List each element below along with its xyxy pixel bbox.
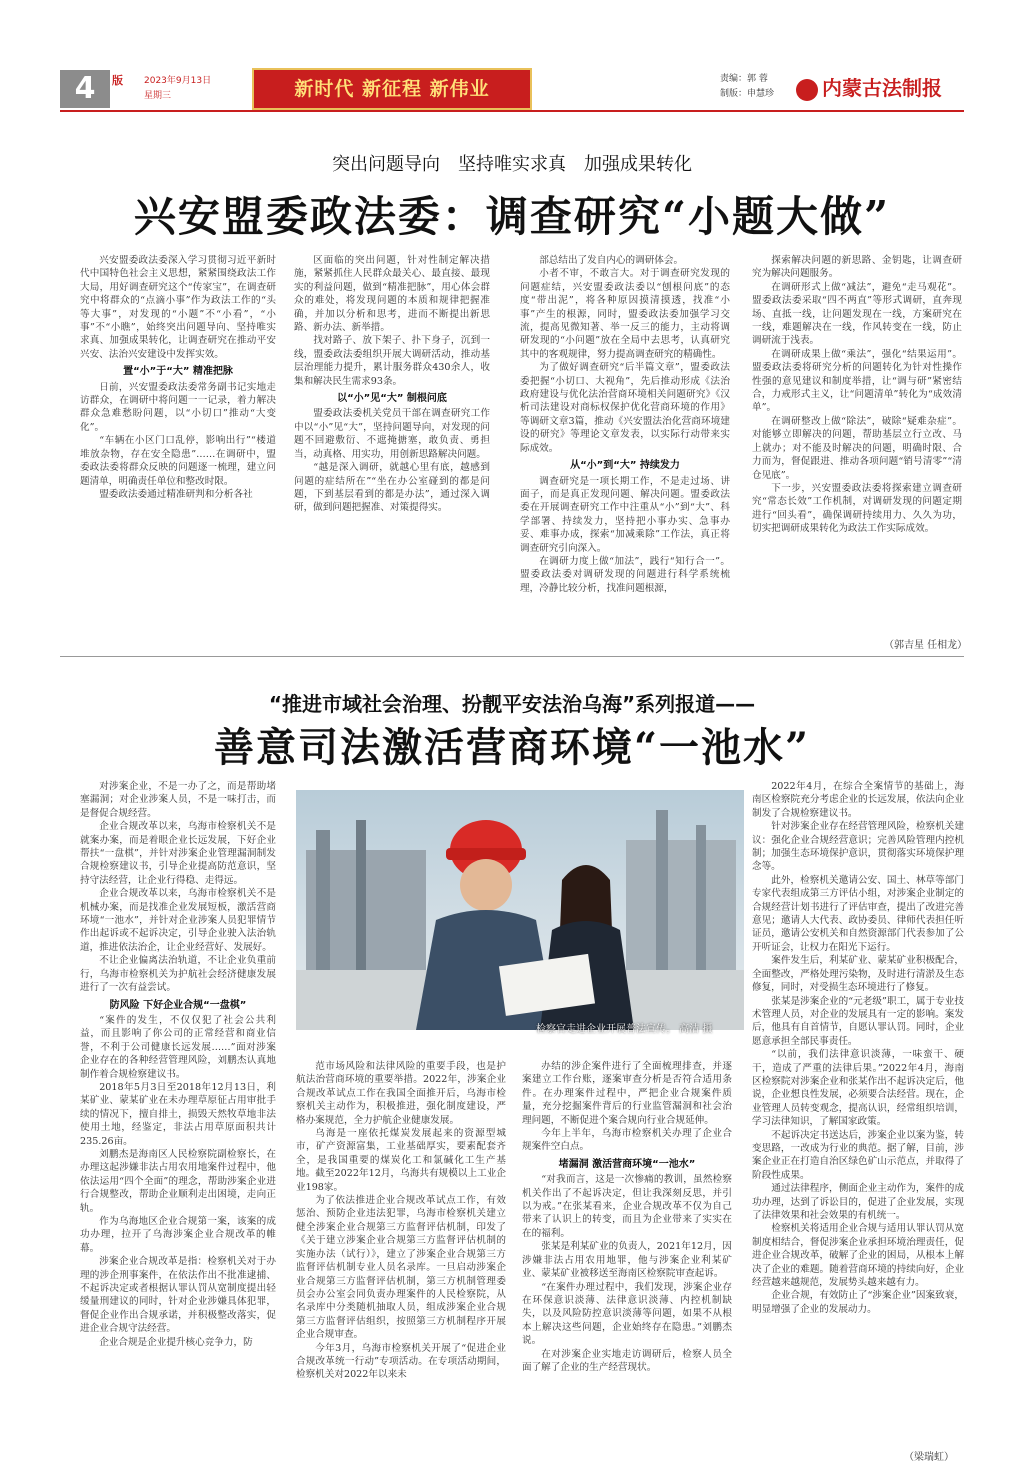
a2c3 bbox=[522, 1060, 732, 1154]
paragraph: 企业合规改革以来，乌海市检察机关不是就案办案，而是着眼企业长远发展，下好企业帮扶“一盘棋”，并针对涉案企业管理漏洞制发合规检察建议书，引导企业提高防范意识，坚持守法经营，让企业行得稳、走得远。 bbox=[80, 821, 276, 886]
issue-date: 2023年9月13日 bbox=[144, 76, 212, 86]
article2-byline: （梁瑞虹） bbox=[904, 1452, 954, 1463]
paragraph: 区面临的突出问题，针对性制定解决措施，紧紧抓住人民群众最关心、最直接、最现实的利益问题，做到“精准把脉”，用心体会群众的难处，将发现问题的本质和规律把握准确，并加以分析和思考，进而不断提出新思路、新办法、新举措。 bbox=[294, 255, 490, 334]
subhead: 置“小”于“大” 精准把脉 bbox=[123, 366, 233, 378]
a2c4 bbox=[752, 780, 964, 1316]
paragraph: “对我而言，这是一次惨痛的教训，虽然检察机关作出了不起诉决定，但让我深刻反思，并引以为戒。”在张某看来，企业合规改革不仅为自己带来了认识上的转变，而且为企业带来了实实在在的福利。 bbox=[522, 1174, 732, 1239]
paragraph: 张某是涉案企业的“元老级”职工，属于专业技术管理人员，对企业的发展具有一定的影响。案发后，他具有自首情节，自愿认罪认罚。同时，企业愿意承担全部民事责任。 bbox=[752, 995, 964, 1047]
paragraph: 找对路子、放下架子、扑下身子，沉到一线，盟委政法委组织开展大调研活动，推动基层治理能力提升，累计服务群众430余人，收集和解决民生需求93条。 bbox=[294, 335, 490, 387]
paragraph: 在调研形式上做“减法”，避免“走马观花”。盟委政法委采取“四不两直”等形式调研，直奔现场、直抵一线，让问题发现在一线，方案研究在一线，难题解决在一线，作风转变在一线，防止调研流于浅表。 bbox=[752, 281, 962, 347]
paragraph: 作为乌海地区企业合规第一案，该案的成功办理，拉开了乌海涉案企业合规改革的帷幕。 bbox=[80, 1216, 276, 1254]
issue-date-block bbox=[144, 74, 211, 104]
a1c2b bbox=[294, 407, 490, 514]
article1-column-4 bbox=[752, 254, 962, 536]
masthead bbox=[60, 68, 964, 112]
paragraph: 2018年5月3日至2018年12月13日，利某矿业、蒙某矿业在未办理草原征占用审批手续的情况下，擅自排土，损毁天然牧草地非法使用土地，经鉴定，非法占用草原面积共计235.26亩。 bbox=[80, 1081, 276, 1147]
paragraph: 盟委政法委通过精准研判和分析各社 bbox=[99, 488, 253, 500]
paragraph: 不让企业偏离法治轨道，不让企业负重前行，乌海市检察机关为护航社会经济健康发展进行了一次有益尝试。 bbox=[80, 955, 276, 994]
paragraph: 兴安盟委政法委深入学习贯彻习近平新时代中国特色社会主义思想，紧紧围绕政法工作大局，用好调查研究这个“传家宝”，在调查研究中将群众的“点滴小事”作为政法工作的“头等大事”，对发现的“小题”不“小看”，“小事”不“小瞧”，始终突出问题导向、坚持唯实求真、加强成果转化，让调查研究在推动平安兴安、法治兴安建设中发挥实效。 bbox=[80, 255, 276, 360]
paragraph: 在调研力度上做“加法”，践行“知行合一”。盟委政法委对调研发现的问题进行科学系统梳理，冷静比较分析，找准问题根源， bbox=[520, 555, 730, 594]
paragraph: “在案件办理过程中，我们发现，涉案企业存在环保意识淡薄、法律意识淡薄、内控机制缺失，以及风险防控意识淡薄等问题，如果不从根本上解决这些问题，企业始终存在隐患。”刘鹏杰说。 bbox=[522, 1281, 732, 1347]
article2-column-4 bbox=[752, 780, 964, 1316]
credits bbox=[720, 72, 774, 102]
paragraph: 案件发生后，利某矿业、蒙某矿业积极配合，全面整改，严格处理污染物，及时进行清淤及生态修复，同时，对受损生态环境进行了修复。 bbox=[752, 955, 964, 994]
paragraph: 办结的涉企案件进行了全面梳理排查，并逐案建立工作台账，逐案审查分析是否符合适用条件。在办理案件过程中，严把企业合规案件质量，充分挖掘案件背后的行业监管漏洞和社会治理问题，不断促进个案合规向行业合规延伸。 bbox=[522, 1061, 732, 1126]
subhead: 堵漏洞 激活营商环境“一池水” bbox=[558, 1158, 696, 1170]
a1c1 bbox=[80, 254, 276, 361]
paragraph: 此外，检察机关邀请公安、国土、林草等部门专家代表组成第三方评估小组，对涉案企业制定的合规经营计划书进行了评估审查，提出了改进完善意见；邀请人大代表、政协委员、律师代表担任听证员，邀请公安机关和自然资源部门代表参加了公开听证会，让权力在阳光下运行。 bbox=[752, 874, 964, 953]
a1c2 bbox=[294, 254, 490, 388]
a2c1 bbox=[80, 780, 276, 995]
subhead: 以“小”见“大” 制根问底 bbox=[337, 393, 447, 405]
paragraph: 不起诉决定书送达后，涉案企业以案为鉴，转变思路，一改成为行业的典范。据了解，目前，涉案企业正在打造自治区绿色矿山示范点，并取得了阶段性成果。 bbox=[752, 1129, 964, 1181]
paragraph: 刘鹏杰是海南区人民检察院副检察长，在办理这起涉嫌非法占用农用地案件过程中，他依法运用“四个全面”的理念，帮助涉案企业进行合规整改，帮助企业顺利走出困境，走向正轨。 bbox=[80, 1148, 276, 1214]
paragraph: 探索解决问题的新思路、金钥匙，让调查研究为解决问题服务。 bbox=[752, 255, 962, 280]
paragraph: “以前，我们法律意识淡薄，一味蛮干、硬干，造成了严重的法律后果。”2022年4月，海南区检察院对涉案企业和张某作出不起诉决定后，他说，企业想良性发展，必须要合法经营。现在，企业管理人员转变观念，提高认识，经常组织培训，学习法律知识，了解国家政策。 bbox=[752, 1049, 964, 1128]
issue-weekday: 星期三 bbox=[144, 91, 172, 101]
newspaper-logo bbox=[796, 72, 942, 101]
paragraph: 调查研究是一项长期工作，不是走过场、讲面子，而是真正发现问题、解决问题。盟委政法委在开展调查研究工作中注重从“小”到“大”、科学部署、持续发力，坚持把小事办实、急事办妥、难事办成，探索“加减乘除”工作法，真正将调查研究引向深入。 bbox=[520, 475, 730, 554]
paragraph: 企业合规，有效防止了“涉案企业”因案致衰，明显增强了企业的发展动力。 bbox=[752, 1290, 964, 1315]
paragraph: 为了做好调查研究“后半篇文章”，盟委政法委把握“小切口、大视角”，先后推动形成《法治政府建设与优化法治营商环境相关问题研究》《汉析司法建设对商标权保护优化营商环境的作用》等调研文章3篇，推动《兴安盟法治化营商环境建设的研究》等理论文章发表，以实际行动带来实际成效。 bbox=[520, 362, 730, 454]
subhead: 防风险 下好企业合规“一盘棋” bbox=[109, 999, 247, 1011]
a2c2 bbox=[296, 1060, 506, 1382]
section-divider bbox=[60, 656, 964, 657]
photo-illustration bbox=[296, 790, 744, 1030]
section-slogan: 新时代 新征程 新伟业 bbox=[252, 68, 532, 110]
news-photo bbox=[296, 790, 744, 1030]
a1c3 bbox=[520, 254, 730, 455]
paragraph: 2022年4月，在综合全案情节的基础上，海南区检察院充分考虑企业的长远发展，依法向企业制发了合规检察建议书。 bbox=[752, 781, 964, 819]
paragraph: 今年3月，乌海市检察机关开展了“促进企业合规改革统一行动”专项活动。在专项活动期间，检察机关对2022年以来未 bbox=[296, 1342, 506, 1381]
paragraph: 对涉案企业，不是一办了之，而是帮助堵塞漏洞；对企业涉案人员，不是一味打击，而是督促合规经营。 bbox=[80, 781, 276, 819]
paragraph: 盟委政法委机关党员干部在调查研究工作中以“小”见“大”，坚持问题导向，对发现的问题不回避敷衍、不遮掩搪塞，敢负责、勇担当，动真格、用实功，用创新思路解决问题。 bbox=[294, 408, 490, 460]
logo-mark-icon bbox=[796, 79, 818, 101]
editor-credit: 责编：郭 蓉 bbox=[720, 74, 768, 84]
paragraph: 范市场风险和法律风险的重要手段，也是护航法治营商环境的重要举措。2022年，涉案企业合规改革试点工作在我国全面推开后，乌海市检察机关主动作为，积极推进，强化制度建设，严格办案规范，全力护航企业健康发展。 bbox=[296, 1061, 506, 1126]
a1c3b bbox=[520, 475, 730, 596]
paragraph: 检察机关将适用企业合规与适用认罪认罚从宽制度相结合，督促涉案企业承担环境治理责任，促进企业合规改革，破解了企业的困局，从根本上解决了企业的难题。随着营商环境的持续向好，企业经营越来越规范，发展势头越来越有力。 bbox=[752, 1223, 964, 1289]
photo-caption: 检察官走进企业开展普法宣传。 高洁 摄 bbox=[536, 1024, 713, 1035]
paragraph: 小者不审，不敢言大。对于调查研究发现的问题症结，兴安盟委政法委以“刨根问底”的态度“带出泥”，将各种原因摸清摸透，找准“小事”产生的根源，同时，盟委政法委加强学习交流，提高见微知著、举一反三的能力，主动将调研发现的“小问题”放在全局中去思考，认真研究其中的客观规律，努力提高调查研究的精确性。 bbox=[520, 268, 730, 360]
article2-kicker: “推进市域社会治理、扮靓平安法治乌海”系列报道—— bbox=[268, 692, 756, 716]
article1-column-1 bbox=[80, 254, 276, 501]
article2-headline: 善意司法激活营商环境“一池水” bbox=[213, 724, 810, 771]
paragraph: 涉案企业合规改革是指：检察机关对于办理的涉企刑事案件，在依法作出不批准逮捕、不起诉决定或者根据认罪认罚从宽制度提出轻缓量刑建议的同时，针对企业涉嫌具体犯罪，督促企业作出合规承诺，并积极整改落实，促进企业合规守法经营。 bbox=[80, 1256, 276, 1335]
paragraph: 张某是利某矿业的负责人，2021年12月，因涉嫌非法占用农用地罪，他与涉案企业利某矿业、蒙某矿业被移送至海南区检察院审查起诉。 bbox=[522, 1241, 732, 1280]
paragraph: 部总结出了发自内心的调研体会。 bbox=[539, 255, 684, 266]
a1c4 bbox=[752, 254, 962, 536]
paragraph: 今年上半年，乌海市检察机关办理了企业合规案件空白点。 bbox=[522, 1128, 732, 1153]
paragraph: 日前，兴安盟委政法委常务副书记实地走访群众，在调研中将问题一一记录，着力解决群众急难愁盼问题，以“小切口”推动“大变化”。 bbox=[80, 381, 276, 433]
article1-byline: （郭吉星 任相龙） bbox=[884, 640, 968, 651]
paragraph: 在调研整改上做“除法”，破除“疑难杂症”。对能够立即解决的问题，帮助基层立行立改、马上就办；对不能及时解决的问题，明确时限、合力而为，督促跟进、推动各项问题“销号清零”“清仓见底”。 bbox=[752, 415, 962, 481]
article1-column-2 bbox=[294, 254, 490, 515]
paragraph: 乌海是一座依托煤炭发展起来的资源型城市，矿产资源富集，工业基础厚实，要素配套齐全，是我国重要的煤炭化工和氯碱化工生产基地。截至2022年12月，乌海共有规模以上工业企业198家。 bbox=[296, 1128, 506, 1193]
paragraph: 为了依法推进企业合规改革试点工作，有效惩治、预防企业违法犯罪，乌海市检察机关建立健全涉案企业合规第三方监督评估机制，印发了《关于建立涉案企业合规第三方监督评估机制的实施办法（试行）》，建立了涉案企业合规第三方监督评估机制专业人员名录库。一旦启动涉案企业合规第三方监督评估机制，第三方机制管理委员会办公室会同负责办理案件的人民检察院，从名录库中分类随机抽取人员，组成涉案企业合规第三方监督评估组织，按照第三方机制程序开展企业合规审查。 bbox=[296, 1195, 506, 1341]
paragraph: 企业合规是企业提升核心竞争力，防 bbox=[99, 1336, 253, 1348]
a2c1b bbox=[80, 1014, 276, 1349]
article1-kicker: 突出问题导向 坚持唯实求真 加强成果转化 bbox=[332, 154, 692, 175]
paragraph: 在对涉案企业实地走访调研后，检察人员全面了解了企业的生产经营现状。 bbox=[522, 1348, 732, 1373]
paragraph: “车辆在小区门口乱停，影响出行”“楼道堆放杂物，存在安全隐患”……在调研中，盟委政法委将群众反映的问题逐一梳理，建立问题清单，明确责任单位和整改时限。 bbox=[80, 435, 276, 487]
article1-column-3 bbox=[520, 254, 730, 595]
paragraph: “案件的发生，不仅仅犯了社会公共利益，而且影响了你公司的正常经营和商业信誉，不利于公司健康长远发展……”面对涉案企业存在的各种经营管理风险，刘鹏杰认真地制作着合规检察建议书。 bbox=[80, 1014, 276, 1080]
a2c3b bbox=[522, 1173, 732, 1374]
a1c1b bbox=[80, 381, 276, 502]
page-number: 4 bbox=[60, 70, 110, 108]
article1-headline: 兴安盟委政法委：调查研究“小题大做” bbox=[133, 192, 891, 241]
paragraph: 企业合规改革以来，乌海市检察机关不是机械办案，而是找准企业发展短板，激活营商环境“一池水”，并针对企业涉案人员犯罪情节作出起诉或不起诉决定，引导企业驶入法治轨道，推进依法治企，让企业经营好、发展好。 bbox=[80, 888, 276, 953]
paragraph: 针对涉案企业存在经营管理风险，检察机关建议：强化企业合规经营意识；完善风险管理内控机制；加强生态环境保护意识，贯彻落实环境保护理念等。 bbox=[752, 821, 964, 873]
paper-name: 内蒙古法制报 bbox=[822, 76, 942, 100]
article2-column-2 bbox=[296, 1060, 506, 1382]
paragraph: “越是深入调研，就越心里有底，越感到问题的症结所在”“坐在办公室碰到的都是问题，下到基层看到的都是办法”，通过深入调研，做到问题把握准、对策提得实。 bbox=[294, 462, 490, 514]
paragraph: 下一步，兴安盟委政法委将探索建立调查研究“常态长效”工作机制，对调研发现的问题定期进行“回头看”，确保调研持续用力、久久为功，切实把调研成果转化为政法工作实际成效。 bbox=[752, 482, 962, 535]
article2-column-1 bbox=[80, 780, 276, 1349]
paragraph: 通过法律程序，侧面企业主动作为，案件的成功办理，达到了诉讼目的，促进了企业发展，实现了法律效果和社会效果的有机统一。 bbox=[752, 1183, 964, 1221]
article2-column-3 bbox=[522, 1060, 732, 1374]
subhead: 从“小”到“大” 持续发力 bbox=[570, 460, 680, 472]
page-label: 版 bbox=[112, 74, 123, 87]
paragraph: 在调研成果上做“乘法”，强化“结果运用”。盟委政法委将研究分析的问题转化为针对性操作性强的意见建议和制度举措，让“调与研”紧密结合，力戒形式主义，让“问题清单”转化为“成效清单”。 bbox=[752, 348, 962, 414]
designer-credit: 制版：申慧珍 bbox=[720, 89, 775, 99]
